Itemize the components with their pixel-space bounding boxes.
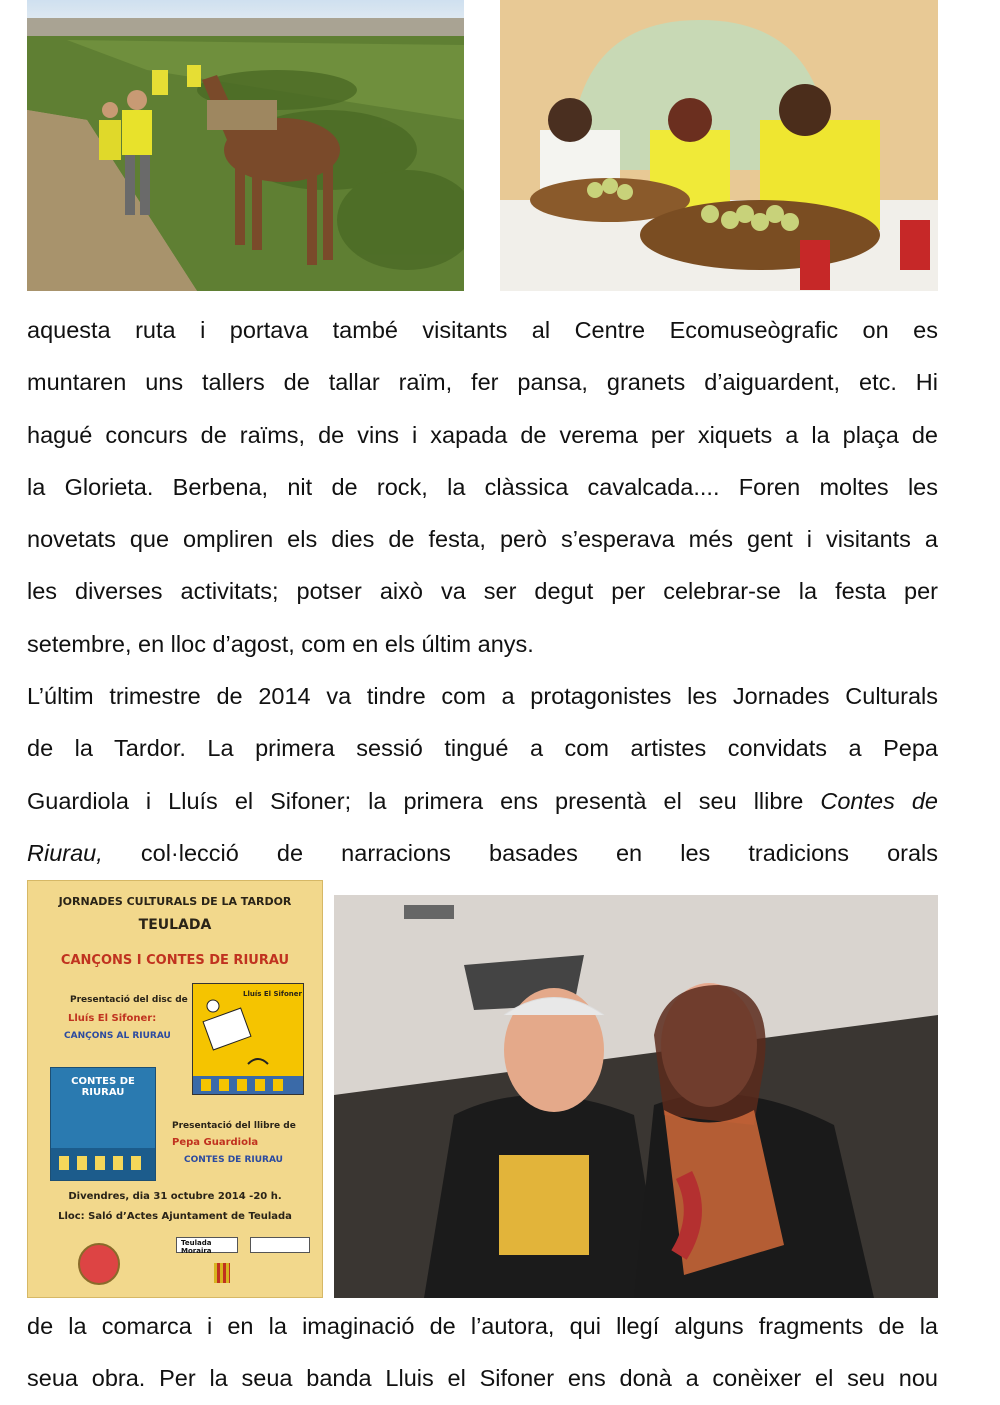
text-line: les diverses activitats; potser això va ser degut per celebrar-se la festa per [27, 578, 938, 605]
poster-book-author: Pepa Guardiola [172, 1137, 259, 1148]
poster-town: TEULADA [138, 917, 212, 933]
artists-photo-illustration [334, 895, 938, 1298]
book-title-italic: Contes de [820, 787, 938, 814]
sponsor-logo-text: Teulada Moraira [181, 1239, 212, 1255]
regional-logo [214, 1263, 230, 1283]
text-segment: col·lecció de narracions basades en les tradicions orals [102, 839, 938, 866]
artists-photo [334, 895, 938, 1298]
poster-disc-title: CANÇONS AL RIURAU [64, 1031, 171, 1041]
poster-date: Divendres, dia 31 octubre 2014 -20 h. [68, 1191, 282, 1202]
cd-cover-label: Lluís El Sifoner [243, 990, 302, 998]
poster-disc-author: Lluís El Sifoner: [68, 1013, 157, 1024]
text-line [27, 775, 938, 827]
book-title-italic: Riurau, [27, 839, 103, 866]
book-cover-title: CONTES DE RIURAU [71, 1076, 135, 1098]
municipal-logo [250, 1237, 310, 1253]
text-line: seua obra. Per la seua banda Lluis el Sifoner ens donà a conèixer el seu nou [27, 1365, 938, 1392]
book-cover-art [51, 1068, 155, 1180]
vineyard-mule-illustration [27, 0, 464, 291]
text-line [27, 827, 938, 879]
poster-place: Lloc: Saló d’Actes Ajuntament de Teulada [58, 1211, 292, 1222]
cd-cover-art [193, 984, 303, 1094]
text-line: la Glorieta. Berbena, nit de rock, la clàssica cavalcada.... Foren moltes les [27, 473, 938, 500]
poster-disc-intro: Presentació del disc de [70, 995, 188, 1005]
text-line: setembre, en lloc d’agost, com en els últim anys. [27, 630, 534, 657]
event-poster [27, 880, 323, 1298]
text-segment: Guardiola i Lluís el Sifoner; la primera ens presentà el seu llibre [27, 787, 804, 814]
poster-title: JORNADES CULTURALS DE LA TARDOR [58, 895, 292, 908]
text-line: novetats que ompliren els dies de festa, però s’esperava més gent i visitants a [27, 526, 938, 553]
paragraph-2 [27, 670, 938, 879]
sponsor-logo [176, 1237, 238, 1253]
paragraph-1 [27, 304, 938, 670]
text-line: hagué concurs de raïms, de vins i xapada de verema per xiquets a la plaça de [27, 421, 938, 448]
poster-book-title: CONTES DE RIURAU [184, 1155, 283, 1165]
book-cover [50, 1067, 156, 1181]
poster-subtitle: CANÇONS I CONTES DE RIURAU [60, 953, 290, 968]
text-line: L’últim trimestre de 2014 va tindre com a protagonistes les Jornades Culturals [27, 683, 938, 709]
text-line: de la comarca i en la imaginació de l’autora, qui llegí alguns fragments de la [27, 1313, 938, 1339]
text-line: muntaren uns tallers de tallar raïm, fer pansa, granets d’aiguardent, etc. Hi [27, 369, 938, 396]
grape-workshop-illustration [500, 0, 938, 291]
cd-cover [192, 983, 304, 1095]
vineyard-mule-photo [27, 0, 464, 291]
grape-table-photo [500, 0, 938, 291]
town-seal-logo [78, 1243, 120, 1285]
text-line: de la Tardor. La primera sessió tingué a com artistes convidats a Pepa [27, 735, 938, 762]
poster-book-intro: Presentació del llibre de [172, 1121, 296, 1131]
paragraph-3 [27, 1300, 938, 1405]
text-line: aquesta ruta i portava també visitants al Centre Ecomuseògrafic on es [27, 317, 938, 343]
